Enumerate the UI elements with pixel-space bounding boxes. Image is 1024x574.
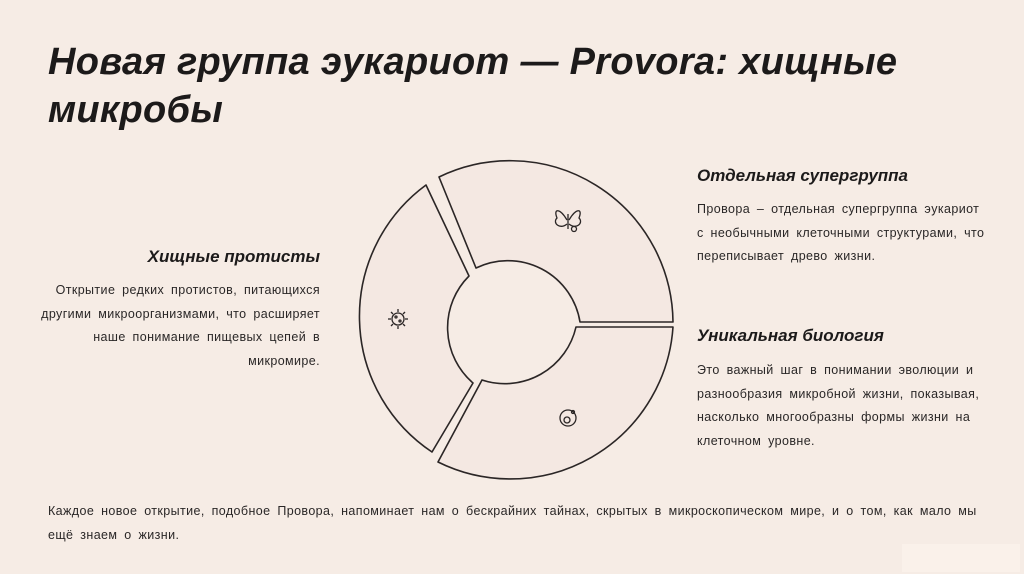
cycle-diagram <box>345 150 675 490</box>
section-text-biology: Это важный шаг в понимании эволюции и разнообразия микробной жизни, показывая, насколько многообразны формы жизни на клеточном уровне. <box>697 363 980 448</box>
section-heading-supergroup: Отдельная супергруппа <box>697 166 909 185</box>
page-title: Новая группа эукариот — Provora: хищные микробы <box>48 41 898 131</box>
section-text-supergroup: Провора – отдельная супергруппа эукариот с необычными клеточными структурами, что переписывает древо жизни. <box>697 202 985 263</box>
footer-text: Каждое новое открытие, подобное Провора, напоминает нам о бескрайних тайнах, скрытых в микроскопическом мире, и о том, как мало мы ещё знаем о жизни. <box>48 504 977 542</box>
segment-top-right[interactable] <box>439 161 673 322</box>
corner-decoration <box>902 544 1020 572</box>
section-heading-predatory: Хищные протисты <box>147 247 320 266</box>
segment-left[interactable] <box>359 185 473 452</box>
segment-bottom-right[interactable] <box>438 327 673 479</box>
section-heading-biology: Уникальная биология <box>697 326 884 345</box>
section-text-predatory: Открытие редких протистов, питающихся другими микроорганизмами, что расширяет наше понимание пищевых цепей в микромире. <box>41 283 320 368</box>
